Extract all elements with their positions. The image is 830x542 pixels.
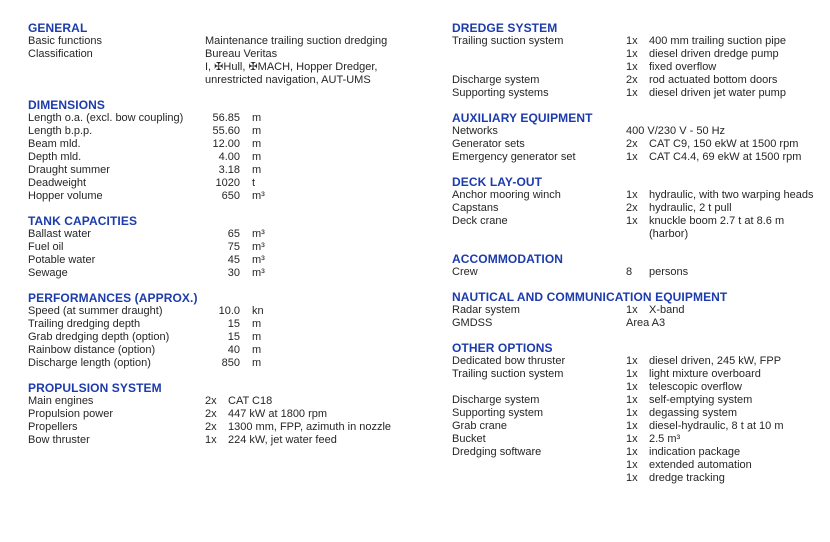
row-value: indication package: [649, 446, 741, 458]
row-unit: m: [252, 138, 262, 150]
section-title: OTHER OPTIONS: [452, 341, 553, 355]
row-quantity: 1x: [626, 304, 638, 316]
section-auxiliary-equipment: [452, 111, 830, 164]
row-quantity: 1x: [626, 459, 638, 471]
spec-row: [452, 125, 830, 138]
row-unit: m: [252, 344, 262, 356]
row-quantity: 1x: [626, 151, 638, 163]
spec-row: [28, 318, 438, 331]
spec-row: [28, 241, 438, 254]
row-label: [452, 459, 626, 472]
row-label: Classification: [28, 48, 93, 60]
spec-row: [452, 407, 830, 420]
row-quantity: 2x: [626, 202, 638, 214]
row-quantity: 2x: [626, 74, 638, 86]
spec-row: [452, 317, 830, 330]
spec-row: [452, 228, 830, 241]
right-column: [452, 21, 830, 496]
row-value: I, ✠Hull, ✠MACH, Hopper Dredger,: [205, 61, 378, 73]
row-label: Supporting systems: [452, 87, 549, 99]
row-label: Propulsion power: [28, 408, 113, 420]
row-quantity: 1x: [626, 368, 638, 380]
spec-row: [452, 138, 830, 151]
spec-row: [452, 151, 830, 164]
row-number: 40: [227, 344, 240, 356]
spec-row: [28, 344, 438, 357]
row-unit: m³: [252, 241, 265, 253]
spec-row: [28, 357, 438, 370]
row-value: diesel driven dredge pump: [649, 48, 779, 60]
row-value: rod actuated bottom doors: [649, 74, 778, 86]
row-label: Discharge system: [452, 394, 540, 406]
row-label: Capstans: [452, 202, 499, 214]
left-column: [28, 21, 438, 458]
spec-row: [452, 189, 830, 202]
row-value: 224 kW, jet water feed: [228, 434, 337, 446]
spec-row: [28, 48, 438, 61]
spec-row: [452, 266, 830, 279]
section-title: DECK LAY-OUT: [452, 175, 543, 189]
row-value: CAT C18: [228, 395, 273, 407]
row-number: 3.18: [218, 164, 240, 176]
row-value: unrestricted navigation, AUT-UMS: [205, 74, 371, 86]
spec-row: [28, 177, 438, 190]
row-quantity: 8: [626, 266, 633, 278]
row-number: 75: [227, 241, 240, 253]
spec-row: [452, 61, 830, 74]
row-value: 400 V/230 V - 50 Hz: [626, 125, 726, 137]
row-unit: t: [252, 177, 256, 189]
row-label: Generator sets: [452, 138, 525, 150]
row-number: 55.60: [212, 125, 240, 137]
row-label: Crew: [452, 266, 478, 278]
row-label: Main engines: [28, 395, 94, 407]
row-label: [452, 381, 626, 394]
row-unit: m: [252, 125, 262, 137]
row-unit: kn: [252, 305, 264, 317]
row-quantity: 1x: [626, 48, 638, 60]
spec-row: [28, 267, 438, 280]
row-unit: m: [252, 331, 262, 343]
row-label: Trailing dredging depth: [28, 318, 141, 330]
row-value: extended automation: [649, 459, 752, 471]
row-value: persons: [649, 266, 689, 278]
section-nautical-and-communication-equipment: [452, 290, 830, 330]
row-label: Supporting system: [452, 407, 544, 419]
row-label: Deck crane: [452, 215, 508, 227]
row-quantity: [626, 228, 649, 241]
section-other-options: [452, 341, 830, 485]
row-value: dredge tracking: [649, 472, 725, 484]
section-accommodation: [452, 252, 830, 279]
row-value: CAT C9, 150 ekW at 1500 rpm: [649, 138, 799, 150]
row-value: CAT C4.4, 69 ekW at 1500 rpm: [649, 151, 802, 163]
row-quantity: 1x: [626, 355, 638, 367]
spec-row: [452, 304, 830, 317]
section-propulsion-system: [28, 381, 438, 447]
row-label: Discharge system: [452, 74, 540, 86]
section-title: AUXILIARY EQUIPMENT: [452, 111, 593, 125]
row-quantity: 1x: [626, 35, 638, 47]
row-quantity: 1x: [626, 215, 638, 227]
spec-row: [28, 112, 438, 125]
section-title: NAUTICAL AND COMMUNICATION EQUIPMENT: [452, 290, 728, 304]
row-unit: m: [252, 357, 262, 369]
row-label: Fuel oil: [28, 241, 64, 253]
spec-row: [28, 151, 438, 164]
row-number: 1020: [215, 177, 240, 189]
row-label: Basic functions: [28, 35, 102, 47]
row-number: 15: [227, 331, 240, 343]
row-unit: m³: [252, 228, 265, 240]
row-number: 4.00: [218, 151, 240, 163]
spec-row: [452, 35, 830, 48]
row-quantity: 2x: [626, 138, 638, 150]
section-title: DIMENSIONS: [28, 98, 106, 112]
spec-row: [28, 408, 438, 421]
row-value: degassing system: [649, 407, 738, 419]
row-label: [452, 61, 626, 74]
row-number: 10.0: [218, 305, 240, 317]
row-label: Discharge length (option): [28, 357, 151, 369]
spec-row: [28, 228, 438, 241]
row-label: [452, 48, 626, 61]
row-quantity: 1x: [626, 189, 638, 201]
spec-row: [452, 48, 830, 61]
section-deck-lay-out: [452, 175, 830, 241]
spec-row: [28, 138, 438, 151]
row-label: Trailing suction system: [452, 35, 564, 47]
spec-row: [452, 433, 830, 446]
spec-row: [28, 164, 438, 177]
row-label: Length o.a. (excl. bow coupling): [28, 112, 184, 124]
section-title: PROPULSION SYSTEM: [28, 381, 162, 395]
row-label: Sewage: [28, 267, 68, 279]
row-value: telescopic overflow: [649, 381, 742, 393]
row-label: Radar system: [452, 304, 520, 316]
spec-row: [452, 215, 830, 228]
row-label: Grab dredging depth (option): [28, 331, 170, 343]
spec-row: [28, 74, 438, 87]
row-quantity: 1x: [205, 434, 217, 446]
spec-row: [452, 74, 830, 87]
spec-row: [452, 420, 830, 433]
row-label: GMDSS: [452, 317, 493, 329]
row-label: Grab crane: [452, 420, 508, 432]
section-tank-capacities: [28, 214, 438, 280]
row-label: [28, 61, 205, 74]
row-quantity: 1x: [626, 394, 638, 406]
row-quantity: 1x: [626, 446, 638, 458]
spec-row: [452, 472, 830, 485]
row-value: diesel driven jet water pump: [649, 87, 786, 99]
row-unit: m: [252, 164, 262, 176]
section-title: PERFORMANCES (APPROX.): [28, 291, 198, 305]
section-dimensions: [28, 98, 438, 203]
spec-row: [452, 202, 830, 215]
row-label: Dedicated bow thruster: [452, 355, 566, 367]
row-label: Emergency generator set: [452, 151, 576, 163]
row-value: hydraulic, with two warping heads: [649, 189, 814, 201]
row-label: Networks: [452, 125, 498, 137]
row-value: 2.5 m³: [649, 433, 681, 445]
spec-row: [28, 331, 438, 344]
row-number: 15: [227, 318, 240, 330]
row-value: X-band: [649, 304, 685, 316]
row-unit: m³: [252, 267, 265, 279]
section-dredge-system: [452, 21, 830, 100]
spec-row: [452, 446, 830, 459]
row-quantity: 2x: [205, 408, 217, 420]
spec-row: [28, 125, 438, 138]
row-label: Draught summer: [28, 164, 110, 176]
row-label: Speed (at summer draught): [28, 305, 163, 317]
spec-row: [28, 305, 438, 318]
row-unit: m³: [252, 190, 265, 202]
row-value: knuckle boom 2.7 t at 8.6 m: [649, 215, 785, 227]
row-quantity: 1x: [626, 433, 638, 445]
row-number: 30: [227, 267, 240, 279]
row-value: Maintenance trailing suction dredging: [205, 35, 388, 47]
spec-row: [452, 368, 830, 381]
spec-row: [452, 87, 830, 100]
spec-row: [452, 459, 830, 472]
spec-row: [452, 355, 830, 368]
section-title: GENERAL: [28, 21, 88, 35]
row-label: Rainbow distance (option): [28, 344, 156, 356]
row-value: hydraulic, 2 t pull: [649, 202, 732, 214]
row-number: 45: [227, 254, 240, 266]
row-value: diesel-hydraulic, 8 t at 10 m: [649, 420, 784, 432]
row-label: Anchor mooring winch: [452, 189, 561, 201]
row-value: light mixture overboard: [649, 368, 761, 380]
row-quantity: 2x: [205, 421, 217, 433]
row-label: [28, 74, 205, 87]
row-number: 12.00: [212, 138, 240, 150]
row-label: Ballast water: [28, 228, 91, 240]
row-unit: m³: [252, 254, 265, 266]
row-number: 850: [221, 357, 240, 369]
spec-row: [452, 394, 830, 407]
row-number: 56.85: [212, 112, 240, 124]
spec-row: [28, 61, 438, 74]
spec-row: [28, 190, 438, 203]
row-quantity: 1x: [626, 87, 638, 99]
row-value: (harbor): [649, 228, 689, 240]
row-value: Area A3: [626, 317, 666, 329]
row-number: 650: [221, 190, 240, 202]
row-quantity: 1x: [626, 381, 638, 393]
section-general: [28, 21, 438, 87]
row-label: Trailing suction system: [452, 368, 564, 380]
row-quantity: 2x: [205, 395, 217, 407]
row-value: Bureau Veritas: [205, 48, 278, 60]
section-title: ACCOMMODATION: [452, 252, 564, 266]
row-value: diesel driven, 245 kW, FPP: [649, 355, 782, 367]
row-number: 65: [227, 228, 240, 240]
row-label: Bow thruster: [28, 434, 90, 446]
row-quantity: 1x: [626, 61, 638, 73]
row-value: 1300 mm, FPP, azimuth in nozzle: [228, 421, 392, 433]
row-unit: m: [252, 112, 262, 124]
row-value: 400 mm trailing suction pipe: [649, 35, 786, 47]
row-label: [452, 228, 626, 241]
spec-row: [28, 434, 438, 447]
spec-row: [28, 395, 438, 408]
row-value: fixed overflow: [649, 61, 717, 73]
row-quantity: 1x: [626, 407, 638, 419]
row-label: Hopper volume: [28, 190, 103, 202]
spec-row: [452, 381, 830, 394]
spec-row: [28, 421, 438, 434]
row-quantity: 1x: [626, 420, 638, 432]
row-value: 447 kW at 1800 rpm: [228, 408, 328, 420]
row-unit: m: [252, 318, 262, 330]
row-label: Deadweight: [28, 177, 87, 189]
spec-row: [28, 254, 438, 267]
row-unit: m: [252, 151, 262, 163]
row-label: Propellers: [28, 421, 78, 433]
row-label: Length b.p.p.: [28, 125, 93, 137]
row-label: Potable water: [28, 254, 96, 266]
row-quantity: 1x: [626, 472, 638, 484]
section-title: TANK CAPACITIES: [28, 214, 138, 228]
row-label: Depth mld.: [28, 151, 82, 163]
row-label: Beam mld.: [28, 138, 81, 150]
row-value: self-emptying system: [649, 394, 753, 406]
section-title: DREDGE SYSTEM: [452, 21, 558, 35]
row-label: Dredging software: [452, 446, 542, 458]
spec-row: [28, 35, 438, 48]
row-label: [452, 472, 626, 485]
section-performances-approx: [28, 291, 438, 370]
row-label: Bucket: [452, 433, 486, 445]
